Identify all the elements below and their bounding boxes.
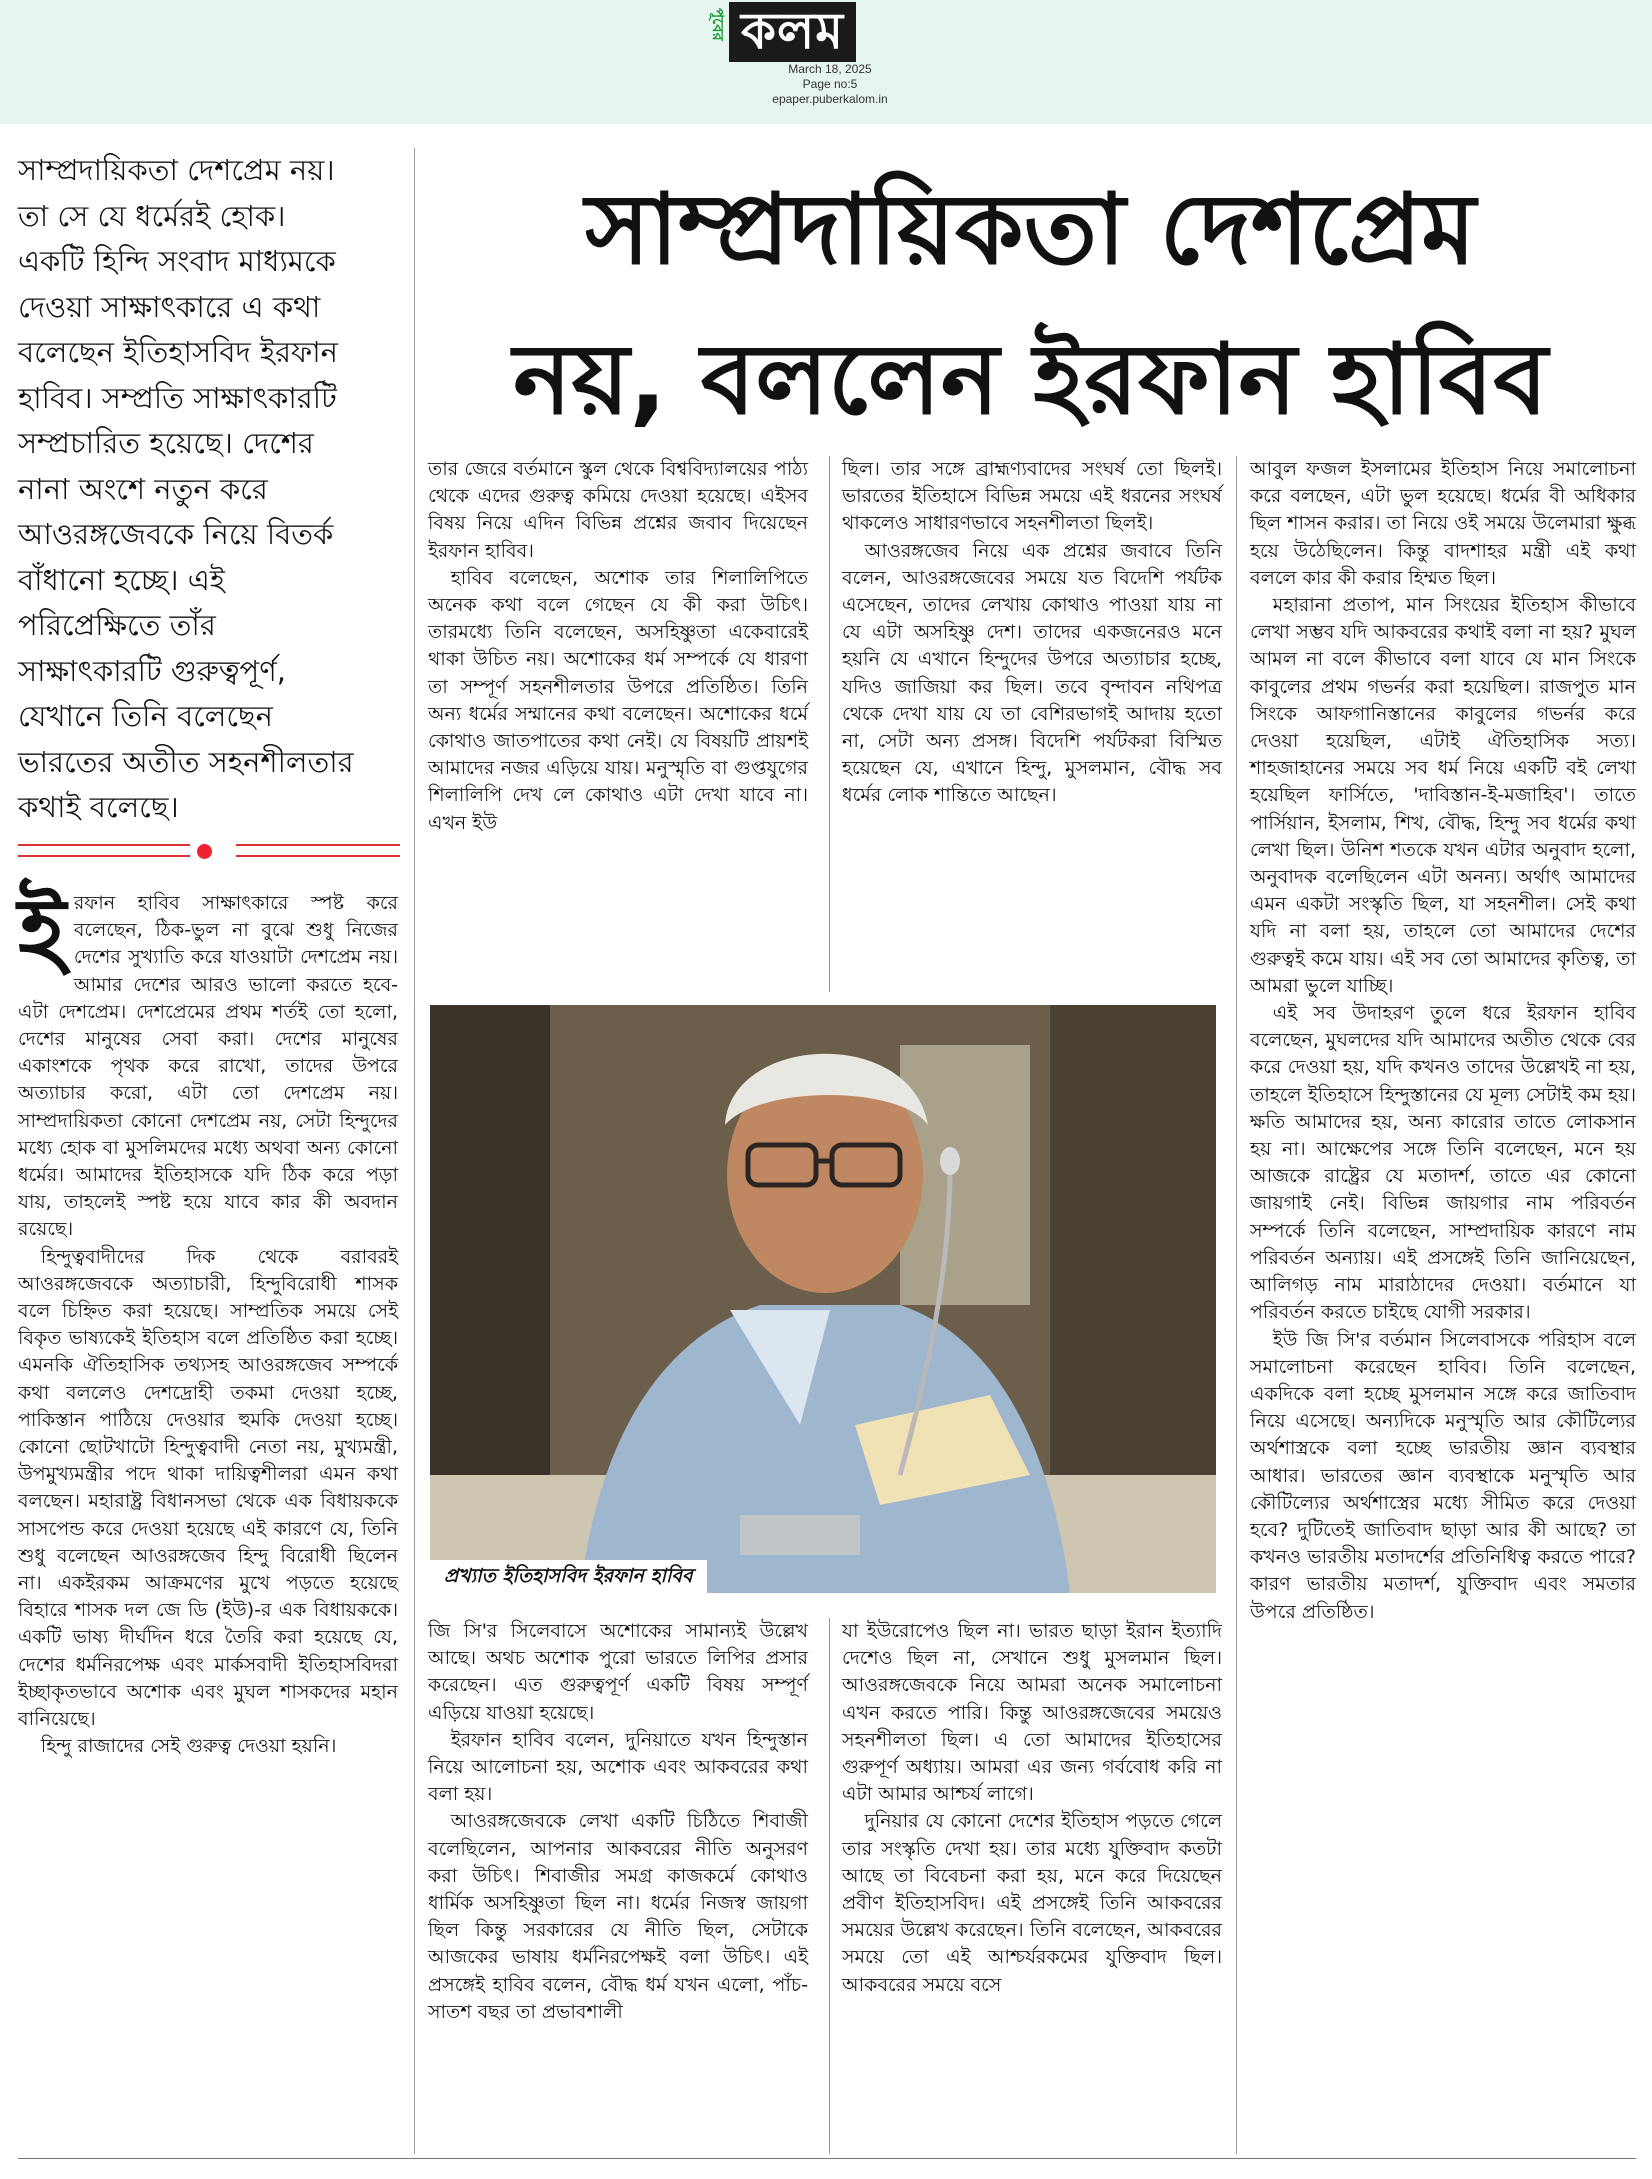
body-column-1 — [18, 878, 398, 1761]
column-rule — [414, 148, 415, 2154]
body-column-2 — [428, 456, 808, 837]
body-paragraph: এই সব উদাহরণ তুলে ধরে ইরফান হাবিব বলেছেন, মুঘলদের যদি আমাদের অতীত থেকে বের করে দেওয়া হয়, যদি কখনও তাদের উল্লেখই না হয়, তাহলে ইতিহাসে হিন্দুস্তানের যে মূল্য সেটাই কম হয়। ক্ষতি আমাদের হয়, অন্য কারোর তাতে লোকসান হয় না। আক্ষেপের সঙ্গে তিনি বলেছেন, মনে হয় আজকে রাষ্ট্রের যে মতাদর্শ, তাতে এর কোনো জায়গাই নেই। বিভিন্ন জায়গার নাম পরিবর্তন সম্পর্কে তিনি বলেছেন, সাম্প্রদায়িক কারণে নাম পরিবর্তন অন্যায়। এই প্রসঙ্গেই তিনি জানিয়েছেন, আলিগড় নাম মারাঠাদের দেওয়া। বর্তমানে যা পরিবর্তন করতে চাইছে যোগী সরকার। — [1250, 1002, 1636, 1324]
edition-date: March 18, 2025 — [788, 62, 872, 76]
headline-line-2: নয়, বললেন ইরফান হাবিব — [513, 323, 1548, 437]
body-paragraph: ইউ জি সি'র বর্তমান সিলেবাসকে পরিহাস বলে সমালোচনা করেছেন হাবিব। তিনি বলেছেন, একদিকে বলা হচ্ছে মুসলমান সঙ্গে করে জাতিবাদ নিয়ে এসেছে। অন্যদিকে মনুস্মৃতি আর কৌটিল্যের অর্থশাস্ত্রকে বলা হচ্ছে ভারতীয় জ্ঞান ব্যবস্থার আধার। ভারতের জ্ঞান ব্যবস্থাকে মনুস্মৃতি আর কৌটিল্যের অর্থশাস্ত্রের মধ্যে সীমিত করে দেওয়া হবে? দুটিতেই জাতিবাদ ছাড়া আর কী আছে? তা কখনও ভারতীয় মতাদর্শের প্রতিনিধিত্ব করতে পারে? কারণ ভারতীয় মতাদর্শ, যুক্তিবাদ এবং সমতার উপরে প্রতিষ্ঠিত। — [1250, 1328, 1636, 1623]
photo-nameplate — [740, 1515, 860, 1555]
lead-line: দেওয়া সাক্ষাৎকারে এ কথা — [18, 289, 321, 324]
body-column-3 — [842, 456, 1222, 810]
divider-left — [18, 844, 190, 857]
body-paragraph — [18, 878, 398, 1244]
masthead — [0, 0, 1652, 124]
body-column-5 — [428, 1618, 808, 2026]
lead-line: সম্প্রচারিত হয়েছে। দেশের — [18, 426, 314, 460]
lead-line: একটি হিন্দি সংবাদ মাধ্যমকে — [18, 244, 336, 278]
lead-line: আওরঙ্গজেবকে নিয়ে বিতর্ক — [18, 517, 334, 551]
photo-caption: প্রখ্যাত ইতিহাসবিদ ইরফান হাবিব — [430, 1560, 707, 1593]
paragraph-text: রফান হাবিব সাক্ষাৎকারে স্পষ্ট করে বলেছেন, ঠিক-ভুল না বুঝে শুধু নিজের দেশের সুখ্যাতি করে যাওয়াটা দেশপ্রেম নয়। আমার দেশের আরও ভালো করতে হবে- এটা দেশপ্রেম। দেশপ্রেমের প্রথম শর্তই তো হলো, দেশের মানুষের সেবা করা। দেশের মানুষের একাংশকে পৃথক করে রাখো, তাদের উপরে অত্যাচার করো, এটা তো দেশপ্রেম নয়। সাম্প্রদায়িকতা কোনো দেশপ্রেম নয়, সেটা হিন্দুদের মধ্যে হোক বা মুসলিমদের মধ্যে অথবা অন্য কোনো ধর্মের। আমাদের ইতিহাসকে যদি ঠিক করে পড়া যায়, তাহলেই স্পষ্ট হয়ে যাবে কার কী অবদান রয়েছে। — [18, 892, 398, 1241]
body-paragraph: জি সি'র সিলেবাসে অশোকের সামান্যই উল্লেখ আছে। অথচ অশোক পুরো ভারতে লিপির প্রসার করেছেন। এত গুরুত্বপূর্ণ একটি বিষয় সম্পূর্ণ এড়িয়ে যাওয়া হয়েছে। — [428, 1620, 808, 1724]
body-paragraph: আওরঙ্গজেবকে লেখা একটি চিঠিতে শিবাজী বলেছিলেন, আপনার আকবরের নীতি অনুসরণ করা উচিৎ। শিবাজীর সমগ্র কাজকর্মে কোথাও ধার্মিক অসহিষ্ণুতা ছিল না। ধর্মের নিজস্ব জায়গা ছিল কিন্তু সরকারের যে নীতি ছিল, সেটাকে আজকের ভাষায় ধর্মনিরপেক্ষই বলা উচিৎ। এই প্রসঙ্গেই হাবিব বলেন, বৌদ্ধ ধর্ম যখন এলো, পাঁচ-সাতশ বছর তা প্রভাবশালী — [428, 1810, 808, 2023]
lead-line: ভারতের অতীত সহনশীলতার — [18, 744, 354, 779]
divider-right — [236, 844, 400, 857]
body-paragraph: আবুল ফজল ইসলামের ইতিহাস নিয়ে সমালোচনা করে বলছেন, এটা ভুল হয়েছে। ধর্মের বী অধিকার ছিল শাসন করার। তা নিয়ে ওই সময়ে উলেমারা ক্ষুব্ধ হয়ে উঠেছিলেন। কিন্তু বাদশাহর মন্ত্রী এই কথা বললে কার কী করার হিম্মত ছিল। — [1250, 458, 1636, 589]
body-paragraph: হাবিব বলেছেন, অশোক তার শিলালিপিতে অনেক কথা বলে গেছেন যে কী করা উচিৎ। তারমধ্যে তিনি বলেছেন, অসহিষ্ণুতা একেবারেই থাকা উচিত নয়। অশোকের ধর্ম সম্পর্কে যে ধারণা তা সম্পূর্ণ সহনশীলতার উপরে প্রতিষ্ঠিত। তিনি অন্য ধর্মের সম্মানের কথা বলেছেন। অশোকের ধর্মে কোথাও জাতপাতের কথা নেই। যে বিষয়টি প্রায়শই আমাদের নজর এড়িয়ে যায়। মনুস্মৃতি বা গুপ্তযুগের শিলালিপি দেখ লে কোথাও এটা দেখা যাবে না। এখন ইউ — [428, 566, 808, 834]
headline-line-1: সাম্প্রদায়িকতা দেশপ্রেম — [585, 173, 1476, 287]
body-paragraph: যা ইউরোপেও ছিল না। ভারত ছাড়া ইরান ইত্যাদি দেশেও ছিল না, সেখানে শুধু মুসলমান ছিল। আওরঙ্গজেবকে নিয়ে আমরা অনেক সমালোচনা এখন করতে পারি। কিন্তু আওরঙ্গজেবের সময়েও সহনশীলতা ছিল। এ তো আমাদের ইতিহাসের গুরুপূর্ণ অধ্যায়। আমরা এর জন্য গর্ববোধ করি না এটা আমার আশ্চর্য লাগে। — [842, 1620, 1222, 1806]
body-paragraph: হিন্দু রাজাদের সেই গুরুত্ব দেওয়া হয়নি। — [40, 1735, 337, 1758]
logo-prefix: পূবের — [709, 8, 727, 41]
page-number: Page no:5 — [802, 77, 858, 91]
article-headline — [418, 155, 1643, 455]
body-paragraph: হিন্দুত্ববাদীদের দিক থেকে বরাবরই আওরঙ্গজেবকে অত্যাচারী, হিন্দুবিরোধী শাসক বলে চিহ্নিত করা হয়েছে। সাম্প্রতিক সময়ে সেই বিকৃত ভাষ্যকেই ইতিহাস বলে প্রতিষ্ঠিত করা হচ্ছে। এমনকি ঐতিহাসিক তথ্যসহ আওরঙ্গজেব সম্পর্কে কথা বললেও দেশদ্রোহী তকমা দেওয়া হচ্ছে, পাকিস্তান পাঠিয়ে দেওয়ার হুমকি দেওয়া হচ্ছে। কোনো ছোটখাটো হিন্দুত্ববাদী নেতা নয়, মুখ্যমন্ত্রী, উপমুখ্যমন্ত্রীর পদে থাকা দায়িত্বশীলরা এমন কথা বলছেন। মহারাষ্ট্র বিধানসভা থেকে এক বিধায়ককে সাসপেন্ড করে দেওয়া হয়েছে এই কারণে যে, তিনি শুধু বলেছেন আওরঙ্গজেব হিন্দু বিরোধী ছিলেন না। একইরকম আক্রমণের মুখে পড়তে হয়েছে বিহারে শাসক দল জে ডি (ইউ)-র এক বিধায়ককে। একটি ভাষ্য দীর্ঘদিন ধরে তৈরি করা হয়েছে যে, দেশের ধর্মনিরপেক্ষ এবং মার্কসবাদী ইতিহাসবিদরা ইচ্ছাকৃতভাবে অশোক এবং মুঘল শাসকদের মহান বানিয়েছে। — [18, 1245, 398, 1731]
site-link[interactable]: epaper.puberkalom.in — [772, 92, 888, 106]
kalom-logo[interactable] — [695, 2, 950, 64]
lead-line: হাবিব। সম্প্রতি সাক্ষাৎকারটি — [18, 380, 337, 415]
lead-line: সাম্প্রদায়িকতা দেশপ্রেম নয়। — [18, 153, 335, 187]
lead-line: কথাই বলেছে। — [18, 790, 179, 824]
lead-summary — [18, 148, 398, 831]
body-paragraph: ছিল। তার সঙ্গে ব্রাহ্মণ্যবাদের সংঘর্ষ তো ছিলই। ভারতের ইতিহাসে বিভিন্ন সময়ে এই ধরনের সংঘর্ষ থাকলেও সাধারণভাবে সহনশীলতা ছিলই। — [842, 458, 1222, 535]
article-photo — [430, 1005, 1216, 1593]
lead-line: যেখানে তিনি বলেছেন — [18, 699, 273, 733]
body-column-6 — [842, 1618, 1222, 1999]
body-column-4 — [1250, 456, 1636, 1626]
lead-line: তা সে যে ধর্মেরই হোক। — [18, 198, 286, 233]
body-paragraph: তার জেরে বর্তমানে স্কুল থেকে বিশ্ববিদ্যালয়ের পাঠ্য থেকে এদের গুরুত্ব কমিয়ে দেওয়া হয়েছে। এইসব বিষয় নিয়ে এদিন বিভিন্ন প্রশ্নের জবাব দিয়েছেন ইরফান হাবিব। — [428, 458, 808, 562]
drop-cap: ই — [18, 878, 66, 985]
divider-dot — [197, 844, 212, 859]
body-paragraph: মহারানা প্রতাপ, মান সিংয়ের ইতিহাস কীভাবে লেখা সম্ভব যদি আকবরের কথাই বলা না হয়? মুঘল আমল না বলে কীভাবে বলা যাবে যে মান সিংকে কাবুলের প্রথম গভর্নর করা হয়েছিল। রাজপুত মান সিংকে আফগানিস্তানের কাবুলের গভর্নর করে দেওয়া হয়েছিল, এটাই ঐতিহাসিক সত্য। শাহজাহানের সময়ে সব ধর্ম নিয়ে একটি বই লেখা হয়েছিল ফার্সিতে, 'দাবিস্তান-ই-মজাহিব'। তাতে পার্সিয়ান, ইসলাম, শিখ, বৌদ্ধ, হিন্দু সব ধর্মের কথা লেখা ছিল। উনিশ শতকে যখন এটার অনুবাদ হলো, অনুবাদক বলেছিলেন এটা অনন্য। অর্থাৎ আমাদের এমন একটা সংস্কৃতি ছিল, যা সহনশীল। সেই কথা যদি না বলা হয়, তাহলে তো আমাদের দেশের গুরুত্বই কমে যায়। এই সব তো আমাদের কৃতিত্ব, তা আমরা ভুলে যাচ্ছি। — [1250, 594, 1636, 997]
photo-illustration — [430, 1005, 1216, 1593]
body-paragraph: দুনিয়ার যে কোনো দেশের ইতিহাস পড়তে গেলে তার সংস্কৃতি দেখা হয়। তার মধ্যে যুক্তিবাদ কতটা আছে তা বিবেচনা করা হয়, মনে করে দিয়েছেন প্রবীণ ইতিহাসবিদ। এই প্রসঙ্গেই তিনি আকবরের সময়ের উল্লেখ করেছেন। তিনি বলেছেন, আকবরের সময়ে তো এই আশ্চর্যরকমের যুক্তিবাদ ছিল। আকবরের সময়ে বসে — [842, 1810, 1222, 1996]
lead-line: পরিপ্রেক্ষিতে তাঁর — [18, 608, 216, 642]
lead-line: বলেছেন ইতিহাসবিদ ইরফান — [18, 335, 338, 369]
page-bottom-rule — [18, 2158, 1636, 2159]
logo-wordmark: কলম — [729, 2, 856, 62]
lead-line: নানা অংশে নতুন করে — [18, 471, 268, 506]
column-rule — [829, 456, 830, 992]
column-rule — [1236, 456, 1237, 2154]
lead-line: সাক্ষাৎকারটি গুরুত্বপূর্ণ, — [18, 653, 286, 688]
lead-line: বাঁধানো হচ্ছে। এই — [18, 562, 225, 597]
column-rule — [829, 1618, 830, 2154]
body-paragraph: আওরঙ্গজেব নিয়ে এক প্রশ্নের জবাবে তিনি বলেন, আওরঙ্গজেবের সময়ে যত বিদেশি পর্যটক এসেছেন, তাদের লেখায় কোথাও পাওয়া যায় না যে এটা অসহিষ্ণু দেশ। তাদের একজনেরও মনে হয়নি যে এখানে হিন্দুদের উপরে অত্যাচার হচ্ছে, যদিও জাজিয়া কর ছিল। তবে বৃন্দাবন নথিপত্র থেকে দেখা যায় যে তা বেশিরভাগই আদায় হতো না, সেটা অন্য প্রসঙ্গ। বিদেশি পর্যটকরা বিস্মিত হয়েছেন যে, এখানে হিন্দু, মুসলমান, বৌদ্ধ সব ধর্মের লোক শান্তিতে আছেন। — [842, 539, 1222, 807]
body-paragraph: ইরফান হাবিব বলেন, দুনিয়াতে যখন হিন্দুস্তান নিয়ে আলোচনা হয়, অশোক এবং আকবরের কথা বলা হয়। — [428, 1728, 808, 1806]
